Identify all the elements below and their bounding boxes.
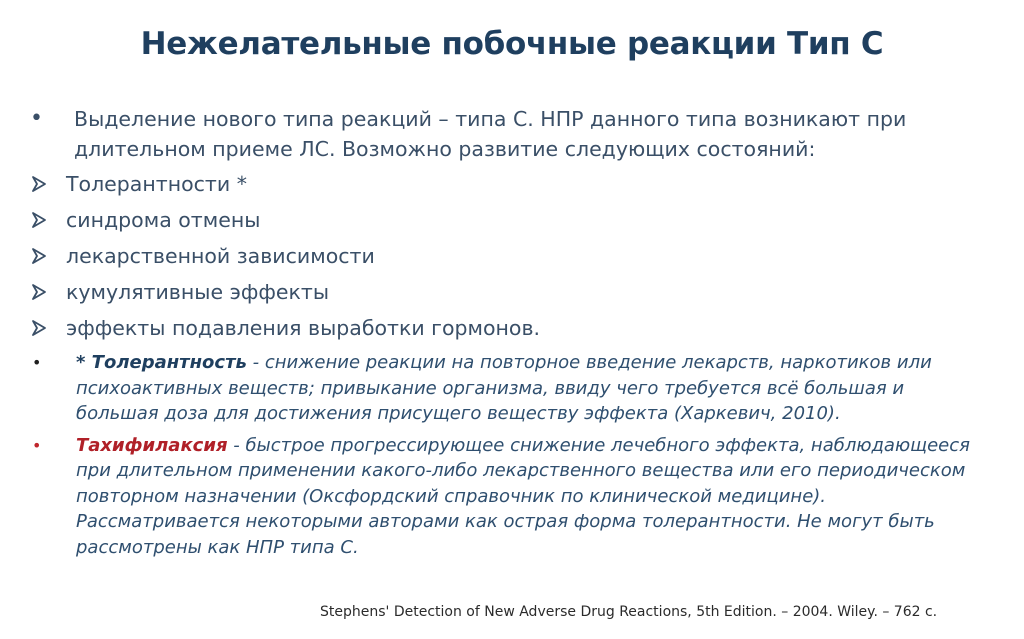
definition-body: - быстрое прогрессирующее снижение лечебного эффекта, наблюдающееся при длительном применении какого-либо лекарственного вещества или его периодическом повторном назначении (Оксфордский справочник по клинической медицине). Рассматривается некоторыми авторами как острая форма толерантности. Не могут быть рассмотрены как НПР типа С. [76, 434, 970, 558]
conditions-list [30, 166, 1000, 346]
intro-item [30, 104, 1000, 164]
condition-item [30, 166, 1000, 202]
condition-label: синдрома отмены [66, 208, 261, 232]
arrow-bullet-icon [30, 283, 66, 301]
bullet-icon: • [32, 435, 42, 455]
citation: Stephens' Detection of New Adverse Drug Reactions, 5th Edition. – 2004. Wiley. – 762 с. [320, 604, 938, 620]
condition-label: кумулятивные эффекты [66, 280, 330, 304]
page-title: Нежелательные побочные реакции Тип С [140, 26, 884, 62]
arrow-bullet-icon [30, 175, 66, 193]
condition-label: эффекты подавления выработки гормонов. [66, 316, 541, 340]
slide-content [30, 104, 1000, 560]
definition-text [76, 433, 981, 561]
definition-tachyphylaxis [30, 433, 1000, 561]
arrow-bullet-icon [30, 247, 66, 265]
definition-term: * Толерантность [76, 352, 247, 373]
condition-label: Толерантности * [66, 172, 247, 196]
definition-tolerance [30, 350, 1000, 427]
condition-item [30, 274, 1000, 310]
arrow-bullet-icon [30, 319, 66, 337]
definition-term: Тахифилаксия [76, 434, 228, 456]
bullet-icon: • [32, 353, 42, 372]
arrow-bullet-icon [30, 211, 66, 229]
definition-body: - снижение реакции на повторное введение лекарств, наркотиков или психоактивных веществ; привыкание организма, ввиду чего требуется всё большая и большая доза для достижения присущего веществу эффекта (Харкевич, 2010). [76, 352, 932, 424]
condition-item [30, 238, 1000, 274]
intro-text: Выделение нового типа реакций – типа С. НПР данного типа возникают при длительном приеме ЛС. Возможно развитие следующих состояний: [74, 107, 907, 161]
definition-text [76, 350, 981, 427]
condition-item [30, 310, 1000, 346]
condition-item [30, 202, 1000, 238]
bullet-icon: • [30, 106, 43, 131]
condition-label: лекарственной зависимости [66, 244, 375, 268]
